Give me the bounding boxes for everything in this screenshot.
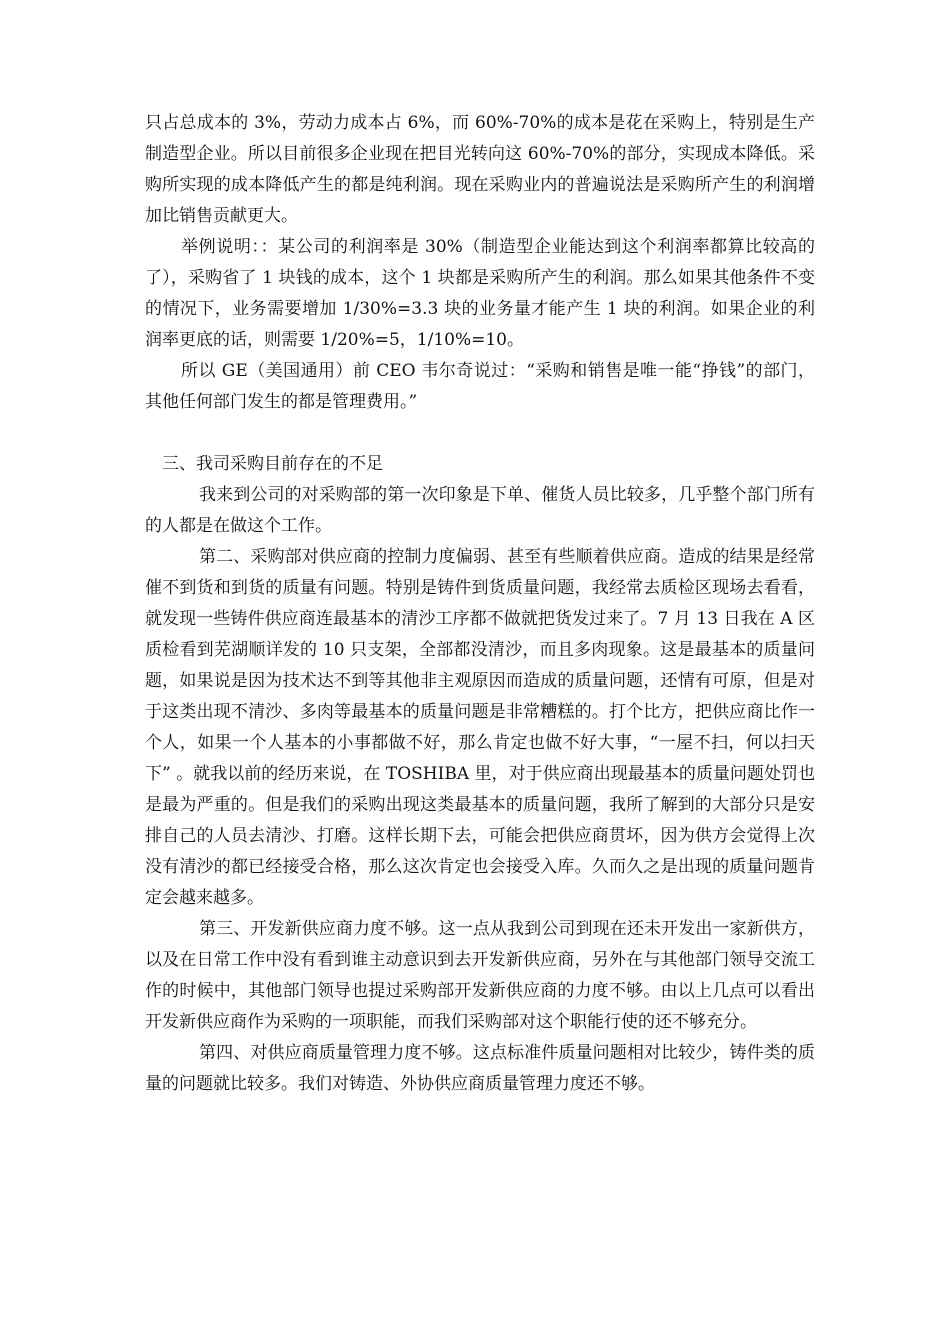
paragraph-example: 举例说明：：某公司的利润率是 30%（制造型企业能达到这个利润率都算比较高的了），采购省了 1 块钱的成本，这个 1 块都是采购所产生的利润。那么如果其他条件不变的情况下，业务需要增加 1/30%=3.3 块的业务量才能产生 1 块的利润。如果企业的利润率更底的话，则需要 1/20%=5，1/10%=10。 <box>145 237 815 350</box>
paragraph-ge-quote: 所以 GE（美国通用）前 CEO 韦尔奇说过：“采购和销售是唯一能“挣钱”的部门，其他任何部门发生的都是管理费用。” <box>145 361 815 412</box>
paragraph-fourth-point: 第四、对供应商质量管理力度不够。这点标准件质量问题相对比较少，铸件类的质量的问题就比较多。我们对铸造、外协供应商质量管理力度还不够。 <box>145 1043 815 1094</box>
paragraph-second-point: 第二、采购部对供应商的控制力度偏弱、甚至有些顺着供应商。造成的结果是经常催不到货和到货的质量有问题。特别是铸件到货质量问题，我经常去质检区现场去看看，就发现一些铸件供应商连最基本的清沙工序都不做就把货发过来了。7 月 13 日我在 A 区质检看到芜湖顺详发的 10 只支架，全部都没清沙，而且多肉现象。这是最基本的质量问题，如果说是因为技术达不到等其他非主观原因而造成的质量问题，还情有可原，但是对于这类出现不清沙、多肉等最基本的质量问题是非常糟糕的。打个比方，把供应商比作一个人，如果一个人基本的小事都做不好，那么肯定也做不好大事，“一屋不扫，何以扫天下” 。就我以前的经历来说，在 TOSHIBA 里，对于供应商出现最基本的质量问题处罚也是最为严重的。但是我们的采购出现这类最基本的质量问题，我所了解到的大部分只是安排自己的人员去清沙、打磨。这样长期下去，可能会把供应商贯坏，因为供方会觉得上次没有清沙的都已经接受合格，那么这次肯定也会接受入库。久而久之是出现的质量问题肯定会越来越多。 <box>145 547 815 908</box>
document-body <box>145 108 815 1100</box>
paragraph-third-point: 第三、开发新供应商力度不够。这一点从我到公司到现在还未开发出一家新供方，以及在日常工作中没有看到谁主动意识到去开发新供应商，另外在与其他部门领导交流工作的时候中，其他部门领导也提过采购部开发新供应商的力度不够。由以上几点可以看出开发新供应商作为采购的一项职能，而我们采购部对这个职能行使的还不够充分。 <box>145 919 815 1032</box>
section-heading: 三、我司采购目前存在的不足 <box>162 454 383 474</box>
paragraph-cost-share: 只占总成本的 3%，劳动力成本占 6%，而 60%-70%的成本是花在采购上，特别是生产制造型企业。所以目前很多企业现在把目光转向这 60%-70%的部分，实现成本降低。采购所实现的成本降低产生的都是纯利润。现在采购业内的普遍说法是采购所产生的利润增加比销售贡献更大。 <box>145 113 815 226</box>
paragraph-first-impression: 我来到公司的对采购部的第一次印象是下单、催货人员比较多，几乎整个部门所有的人都是在做这个工作。 <box>145 485 815 536</box>
